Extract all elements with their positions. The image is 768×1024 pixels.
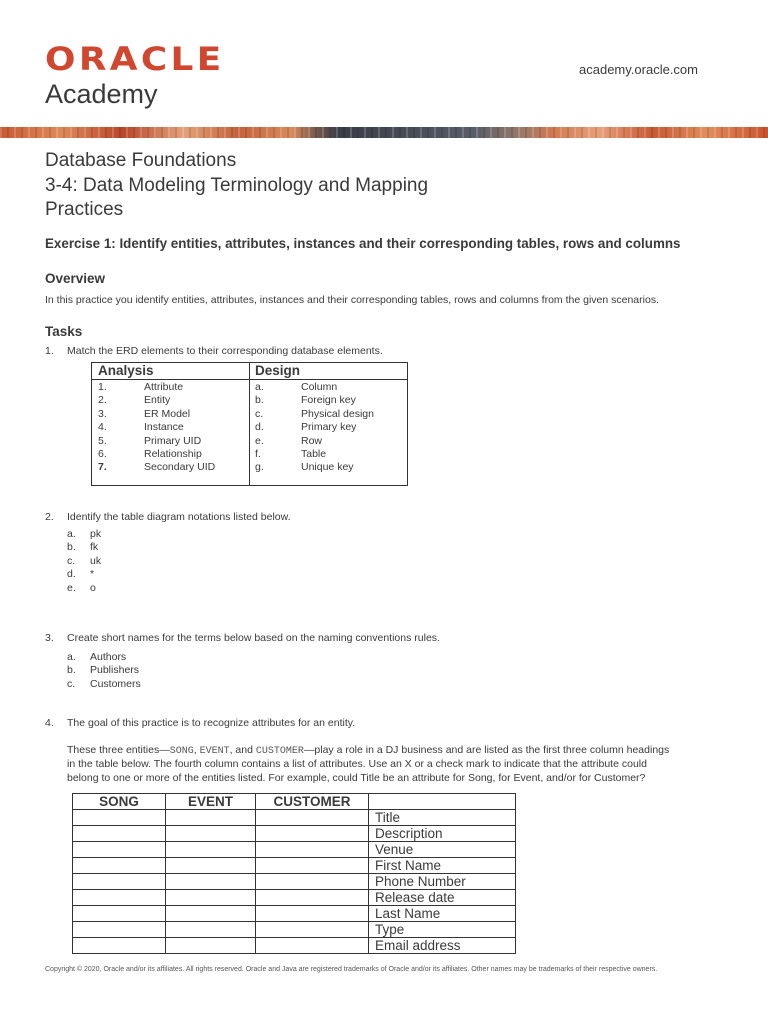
- customer-cell[interactable]: [256, 922, 369, 938]
- title-line-1: Database Foundations: [45, 150, 237, 171]
- song-cell[interactable]: [73, 858, 166, 874]
- task-1-number: 1.: [45, 345, 54, 357]
- song-cell[interactable]: [73, 810, 166, 826]
- list-item-letter: e.: [67, 581, 76, 594]
- text-run: These three entities—: [67, 744, 170, 756]
- table-row: [73, 858, 516, 874]
- design-item-letter: e.: [255, 434, 264, 447]
- song-cell[interactable]: [73, 922, 166, 938]
- design-item: [249, 448, 407, 461]
- analysis-item: [92, 381, 249, 394]
- event-cell[interactable]: [166, 890, 256, 906]
- song-cell[interactable]: [73, 906, 166, 922]
- list-item-letter: b.: [67, 541, 76, 554]
- table-row: [73, 874, 516, 890]
- entity-song: SONG: [169, 746, 194, 757]
- design-item-letter: d.: [255, 421, 264, 434]
- table-row: [73, 810, 516, 826]
- list-item-text: o: [90, 581, 96, 594]
- title-line-2: 3-4: Data Modeling Terminology and Mapping: [45, 174, 429, 196]
- task-4-paragraph-line-1: [67, 744, 669, 758]
- erd-match-table: [91, 362, 408, 486]
- customer-cell[interactable]: [256, 890, 369, 906]
- text-run: —play a role in a DJ business and are listed as the first three column headings: [303, 744, 670, 756]
- list-item: [67, 582, 101, 595]
- analysis-item-number: 1.: [98, 381, 107, 393]
- list-item: [67, 651, 141, 664]
- analysis-item: [92, 408, 249, 421]
- event-cell[interactable]: [166, 826, 256, 842]
- entity-customer: CUSTOMER: [255, 746, 304, 757]
- design-item-letter: f.: [255, 448, 261, 461]
- analysis-header: Analysis: [92, 363, 249, 380]
- task-4-paragraph: [67, 744, 669, 785]
- task-4-text: The goal of this practice is to recognize attributes for an entity.: [67, 717, 356, 729]
- list-item-text: pk: [90, 528, 102, 540]
- design-header: Design: [249, 363, 407, 380]
- list-item-text: Customers: [90, 677, 141, 690]
- list-item: [67, 528, 101, 541]
- task-3-number: 3.: [45, 632, 54, 644]
- attributes-table: [72, 793, 516, 954]
- list-item-letter: c.: [67, 554, 76, 567]
- design-item-label: Unique key: [301, 461, 354, 474]
- design-item: [249, 435, 407, 448]
- design-item-label: Physical design: [301, 407, 374, 420]
- list-item: [67, 541, 101, 554]
- task-4-paragraph-line-2: in the table below. The fourth column contains a list of attributes. Use an X or a check mark to indicate that the attribute could: [67, 758, 647, 771]
- academy-wordmark: Academy: [45, 79, 158, 109]
- list-item-text: Authors: [90, 651, 127, 663]
- song-cell[interactable]: [73, 826, 166, 842]
- column-header-event: EVENT: [166, 794, 256, 810]
- text-run: , and: [229, 744, 256, 756]
- column-header-attribute: [369, 794, 516, 810]
- design-item: [249, 421, 407, 434]
- attribute-cell: Release date: [369, 890, 516, 906]
- event-cell[interactable]: [166, 938, 256, 954]
- design-item: [249, 408, 407, 421]
- attribute-cell: Phone Number: [369, 874, 516, 890]
- song-cell[interactable]: [73, 842, 166, 858]
- customer-cell[interactable]: [256, 938, 369, 954]
- customer-cell[interactable]: [256, 826, 369, 842]
- copyright-footer: Copyright © 2020, Oracle and/or its affiliates. All rights reserved. Oracle and Java are registered trademarks of Oracle and/or its affiliates. Other names may be trademarks of their respective owners.: [45, 966, 658, 973]
- analysis-item: [92, 448, 249, 461]
- design-item-label: Table: [301, 448, 327, 461]
- customer-cell[interactable]: [256, 842, 369, 858]
- list-item-letter: b.: [67, 664, 76, 677]
- task-2-number: 2.: [45, 511, 54, 523]
- analysis-column: [92, 363, 250, 485]
- event-cell[interactable]: [166, 874, 256, 890]
- design-item-label: Primary key: [301, 421, 357, 434]
- song-cell[interactable]: [73, 874, 166, 890]
- column-header-song: SONG: [73, 794, 166, 810]
- analysis-item: [92, 421, 249, 434]
- decorative-banner: [0, 127, 768, 138]
- list-item-text: fk: [90, 541, 99, 554]
- column-header-customer: CUSTOMER: [256, 794, 369, 810]
- table-row: [73, 906, 516, 922]
- analysis-item-number: 7.: [98, 461, 107, 474]
- customer-cell[interactable]: [256, 874, 369, 890]
- analysis-item-label: Attribute: [144, 381, 184, 393]
- customer-cell[interactable]: [256, 858, 369, 874]
- oracle-wordmark: ORACLE: [45, 40, 225, 78]
- task-2: [45, 511, 291, 523]
- design-item-letter: b.: [255, 394, 264, 407]
- analysis-item-label: Relationship: [144, 448, 202, 461]
- task-4-paragraph-line-3: belong to one or more of the entities listed. For example, could Title be an attribute for Song, for Event, and/or for Customer?: [67, 771, 646, 784]
- analysis-item-label: ER Model: [144, 407, 191, 420]
- list-item-letter: a.: [67, 651, 76, 663]
- analysis-item-number: 6.: [98, 448, 107, 461]
- song-cell[interactable]: [73, 938, 166, 954]
- exercise-heading: Exercise 1: Identify entities, attributes, instances and their corresponding tables, rows and columns: [45, 236, 681, 251]
- attribute-cell: First Name: [369, 858, 516, 874]
- analysis-item-number: 2.: [98, 394, 107, 407]
- analysis-item-label: Entity: [144, 394, 171, 407]
- list-item-text: Publishers: [90, 664, 140, 677]
- entity-event: EVENT: [199, 746, 230, 757]
- list-item-text: uk: [90, 554, 102, 567]
- list-item: [67, 664, 141, 677]
- design-item-label: Foreign key: [301, 394, 356, 407]
- song-cell[interactable]: [73, 890, 166, 906]
- attribute-cell: Email address: [369, 938, 516, 954]
- title-line-3: Practices: [45, 199, 124, 220]
- list-item-text: *: [90, 568, 95, 581]
- overview-text: In this practice you identify entities, attributes, instances and their corresponding tables, rows and columns from the given scenarios.: [45, 294, 659, 306]
- task-4-number: 4.: [45, 717, 54, 729]
- analysis-item: [92, 461, 249, 474]
- analysis-item-label: Primary UID: [144, 434, 202, 447]
- customer-cell[interactable]: [256, 810, 369, 826]
- analysis-item: [92, 394, 249, 407]
- attribute-cell: Type: [369, 922, 516, 938]
- design-column: [249, 363, 407, 485]
- task-3-text: Create short names for the terms below based on the naming conventions rules.: [67, 632, 440, 644]
- list-item: [67, 568, 101, 581]
- attribute-cell: Venue: [369, 842, 516, 858]
- analysis-item-label: Instance: [144, 421, 184, 434]
- task-1: [45, 345, 383, 357]
- analysis-item-number: 3.: [98, 407, 107, 420]
- design-item: [249, 381, 407, 394]
- table-row: [73, 826, 516, 842]
- table-row: [73, 842, 516, 858]
- task-3: [45, 632, 440, 644]
- analysis-item: [92, 435, 249, 448]
- task-2-list: [67, 528, 101, 595]
- table-header-row: [73, 794, 516, 810]
- text-run: ,: [193, 744, 200, 756]
- task-2-text: Identify the table diagram notations listed below.: [67, 511, 291, 523]
- list-item: [67, 678, 141, 691]
- task-4: [45, 717, 355, 729]
- design-item-letter: g.: [255, 461, 264, 474]
- table-row: [73, 922, 516, 938]
- list-item-letter: a.: [67, 528, 76, 540]
- oracle-academy-logo: [45, 40, 225, 109]
- tasks-heading: Tasks: [45, 324, 83, 339]
- analysis-item-number: 4.: [98, 421, 107, 434]
- task-1-text: Match the ERD elements to their corresponding database elements.: [67, 345, 383, 357]
- customer-cell[interactable]: [256, 906, 369, 922]
- design-item-label: Row: [301, 434, 323, 447]
- attribute-cell: Description: [369, 826, 516, 842]
- site-url: academy.oracle.com: [579, 62, 698, 77]
- overview-heading: Overview: [45, 271, 106, 286]
- event-cell[interactable]: [166, 858, 256, 874]
- design-item-letter: c.: [255, 407, 264, 420]
- table-row: [73, 890, 516, 906]
- analysis-item-label: Secondary UID: [144, 461, 216, 474]
- event-cell[interactable]: [166, 842, 256, 858]
- attribute-cell: Title: [369, 810, 516, 826]
- attribute-cell: Last Name: [369, 906, 516, 922]
- list-item-letter: d.: [67, 568, 76, 581]
- design-item: [249, 394, 407, 407]
- document-title: [45, 149, 428, 223]
- event-cell[interactable]: [166, 922, 256, 938]
- event-cell[interactable]: [166, 810, 256, 826]
- list-item: [67, 555, 101, 568]
- design-item-label: Column: [301, 381, 338, 393]
- design-item: [249, 461, 407, 474]
- list-item-letter: c.: [67, 677, 76, 690]
- design-item-letter: a.: [255, 381, 264, 393]
- analysis-item-number: 5.: [98, 434, 107, 447]
- event-cell[interactable]: [166, 906, 256, 922]
- table-row: [73, 938, 516, 954]
- task-3-list: [67, 651, 141, 691]
